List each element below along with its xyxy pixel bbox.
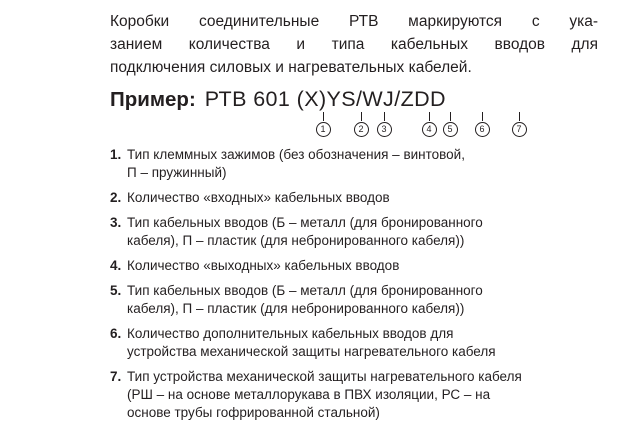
list-item-line: Тип кабельных вводов (Б – металл (для бронированного xyxy=(127,283,483,298)
marker-number: 7 xyxy=(512,122,527,137)
list-item xyxy=(110,146,598,182)
marker-4 xyxy=(421,112,437,137)
intro-line-1: Коробки соединительные РТВ маркируются с ука- xyxy=(110,13,598,30)
list-item-text xyxy=(127,189,390,207)
list-item-line: Количество «выходных» кабельных вводов xyxy=(127,258,400,273)
list-item-text xyxy=(127,368,522,422)
marker-5 xyxy=(442,112,458,137)
list-item-line: Тип кабельных вводов (Б – металл (для бронированного xyxy=(127,215,483,230)
list-item-line: основе трубы гофрированной стальной) xyxy=(127,405,380,420)
legend-list xyxy=(110,146,598,422)
list-item-line: кабеля), П – пластик (для небронированного кабеля)) xyxy=(127,233,465,248)
list-item-line: устройства механической защиты нагревательного кабеля xyxy=(127,344,496,359)
marker-number: 3 xyxy=(377,122,392,137)
list-item-text xyxy=(127,325,496,361)
list-item-line: П – пружинный) xyxy=(127,165,227,180)
list-item-text xyxy=(127,282,483,318)
tick-line-icon xyxy=(384,112,385,121)
tick-line-icon xyxy=(323,112,324,121)
tick-line-icon xyxy=(429,112,430,121)
marker-3 xyxy=(376,112,392,137)
list-item xyxy=(110,214,598,250)
list-item xyxy=(110,325,598,361)
list-item-number: 4. xyxy=(110,258,122,273)
marker-number: 6 xyxy=(475,122,490,137)
tick-line-icon xyxy=(361,112,362,121)
tick-line-icon xyxy=(482,112,483,121)
list-item xyxy=(110,257,598,275)
tick-line-icon xyxy=(519,112,520,121)
marker-7 xyxy=(511,112,527,137)
list-item-line: (РШ – на основе металлорукава в ПВХ изоляции, РС – на xyxy=(127,387,491,402)
list-item xyxy=(110,282,598,318)
list-item-text xyxy=(127,214,483,250)
list-item-line: кабеля), П – пластик (для небронированного кабеля)) xyxy=(127,301,465,316)
intro-line-3: подключения силовых и нагревательных кабелей. xyxy=(110,59,472,76)
list-item-text xyxy=(127,257,399,275)
list-item xyxy=(110,368,598,422)
list-item-line: Тип клеммных зажимов (без обозначения – винтовой, xyxy=(127,147,465,162)
marker-callouts xyxy=(315,112,575,142)
list-item-line: Количество дополнительных кабельных вводов для xyxy=(127,326,454,341)
marker-number: 1 xyxy=(316,122,331,137)
marker-number: 5 xyxy=(443,122,458,137)
marker-2 xyxy=(353,112,369,137)
list-item-line: Количество «входных» кабельных вводов xyxy=(127,190,390,205)
intro-paragraph xyxy=(110,10,598,79)
list-item-number: 6. xyxy=(110,326,122,341)
marker-number: 4 xyxy=(422,122,437,137)
list-item-number: 5. xyxy=(110,283,122,298)
example-code: РТВ 601 (Х)YS/WJ/ZDD xyxy=(204,87,446,111)
example-row xyxy=(110,87,598,112)
example-label: Пример: xyxy=(110,88,196,111)
list-item xyxy=(110,189,598,207)
list-item-number: 7. xyxy=(110,369,122,384)
marker-number: 2 xyxy=(354,122,369,137)
list-item-text xyxy=(127,146,465,182)
list-item-line: Тип устройства механической защиты нагревательного кабеля xyxy=(127,369,522,384)
list-item-number: 2. xyxy=(110,190,122,205)
intro-line-2: занием количества и типа кабельных вводов для xyxy=(110,36,598,53)
list-item-number: 1. xyxy=(110,147,122,162)
marker-6 xyxy=(474,112,490,137)
marker-1 xyxy=(315,112,331,137)
tick-line-icon xyxy=(450,112,451,121)
list-item-number: 3. xyxy=(110,215,122,230)
